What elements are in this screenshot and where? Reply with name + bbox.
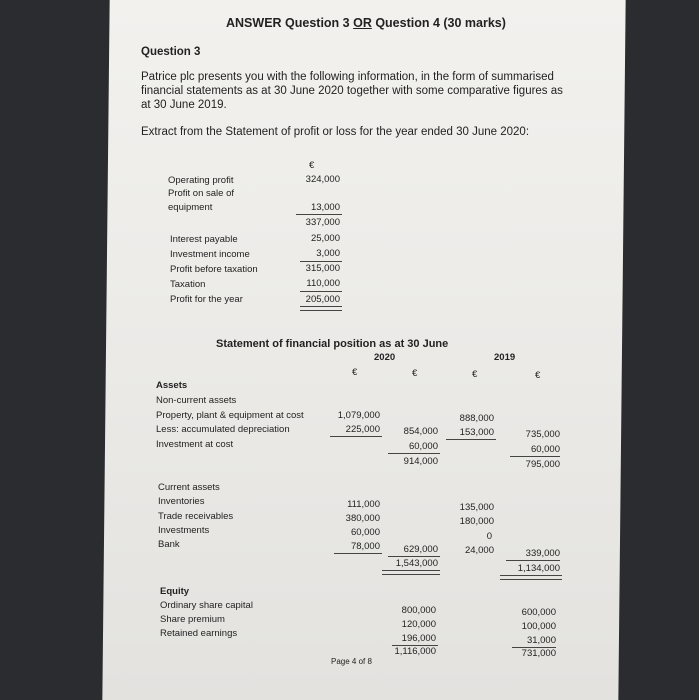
pl-label: equipment	[168, 202, 213, 213]
pl-label: Profit before taxation	[170, 264, 258, 275]
equity-heading: Equity	[160, 586, 190, 597]
investments-label: Investments	[158, 525, 210, 536]
eq-2020: 800,000	[401, 605, 436, 616]
pl-value: 110,000	[306, 278, 340, 289]
currency-col: €	[472, 369, 478, 380]
ca-2019: 0	[486, 531, 492, 542]
ca-2019: 135,000	[459, 502, 494, 513]
eq-2019: 600,000	[521, 607, 556, 618]
pl-label: Investment income	[170, 249, 250, 260]
bank-label: Bank	[158, 539, 180, 550]
ca-2020: 78,000	[350, 541, 380, 552]
answer-heading: ANSWER Question 3 OR Question 4 (30 marks)	[226, 16, 506, 30]
eq-2020: 196,000	[401, 633, 436, 644]
ca-2020: 380,000	[345, 513, 380, 524]
total-assets-2020: 1,543,000	[395, 558, 438, 569]
ppe-label: Property, plant & equipment at cost	[156, 410, 304, 421]
currency-col: €	[352, 367, 358, 378]
eq-2019: 100,000	[521, 621, 556, 632]
eq-2020-total: 1,116,000	[394, 646, 436, 657]
ca-2020: 111,000	[347, 499, 380, 510]
inv-2020: 60,000	[408, 441, 438, 452]
ca-2019: 180,000	[459, 516, 494, 527]
dep-2019: 153,000	[459, 427, 494, 438]
ppe-net-2019: 735,000	[525, 429, 560, 440]
inv-2019: 60,000	[530, 444, 560, 455]
pl-label: Profit on sale of	[168, 188, 235, 199]
currency-col: €	[535, 370, 541, 381]
pl-value: 3,000	[316, 248, 340, 259]
pl-label: Interest payable	[170, 234, 238, 245]
ppe-2019: 888,000	[459, 413, 494, 424]
pl-value: 324,000	[305, 174, 340, 185]
intro-line-2: financial statements as at 30 June 2020 together with some comparative figures as	[141, 85, 563, 97]
ppe-2020: 1,079,000	[337, 410, 380, 421]
year-2020: 2020	[374, 352, 396, 363]
intro-line-1: Patrice plc presents you with the following information, in the form of summarised	[141, 71, 554, 83]
pl-label: Operating profit	[168, 175, 234, 186]
eq-2020: 120,000	[401, 619, 436, 630]
ppe-net-2020: 854,000	[403, 426, 438, 437]
pl-value: 25,000	[310, 233, 340, 244]
question-title: Question 3	[141, 46, 201, 58]
nca-2019: 795,000	[525, 459, 560, 470]
inventories-label: Inventories	[158, 496, 205, 507]
pl-value: 13,000	[310, 202, 340, 213]
intro-line-3: at 30 June 2019.	[141, 99, 227, 111]
nca-heading: Non-current assets	[156, 395, 237, 406]
premium-label: Share premium	[160, 614, 225, 625]
pl-label: Taxation	[170, 279, 206, 290]
nca-2020: 914,000	[403, 456, 438, 467]
ca-2019: 24,000	[464, 545, 494, 556]
total-assets-2019: 1,134,000	[517, 563, 560, 574]
dep-label: Less: accumulated depreciation	[156, 424, 290, 435]
sofp-title: Statement of financial position as at 30 June	[216, 338, 449, 350]
ca-total-2019: 339,000	[525, 548, 560, 559]
pl-value: 315,000	[305, 263, 340, 274]
share-capital-label: Ordinary share capital	[160, 600, 253, 611]
eq-2019: 31,000	[526, 635, 556, 646]
assets-heading: Assets	[156, 380, 188, 391]
ca-heading: Current assets	[158, 482, 220, 493]
extract-title: Extract from the Statement of profit or loss for the year ended 30 June 2020:	[141, 126, 530, 138]
ca-total-2020: 629,000	[403, 544, 438, 555]
retained-label: Retained earnings	[160, 628, 238, 639]
pl-label: Profit for the year	[170, 294, 243, 305]
inv-cost-label: Investment at cost	[156, 439, 234, 450]
receivables-label: Trade receivables	[158, 511, 234, 522]
currency-col: €	[412, 368, 418, 379]
pl-value: 337,000	[305, 217, 340, 228]
dep-2020: 225,000	[345, 424, 380, 435]
pl-currency: €	[309, 160, 315, 171]
pl-value: 205,000	[305, 294, 340, 305]
ca-2020: 60,000	[350, 527, 380, 538]
year-2019: 2019	[494, 352, 516, 363]
eq-2019-total: 731,000	[521, 648, 556, 659]
page-number: Page 4 of 8	[331, 657, 372, 666]
